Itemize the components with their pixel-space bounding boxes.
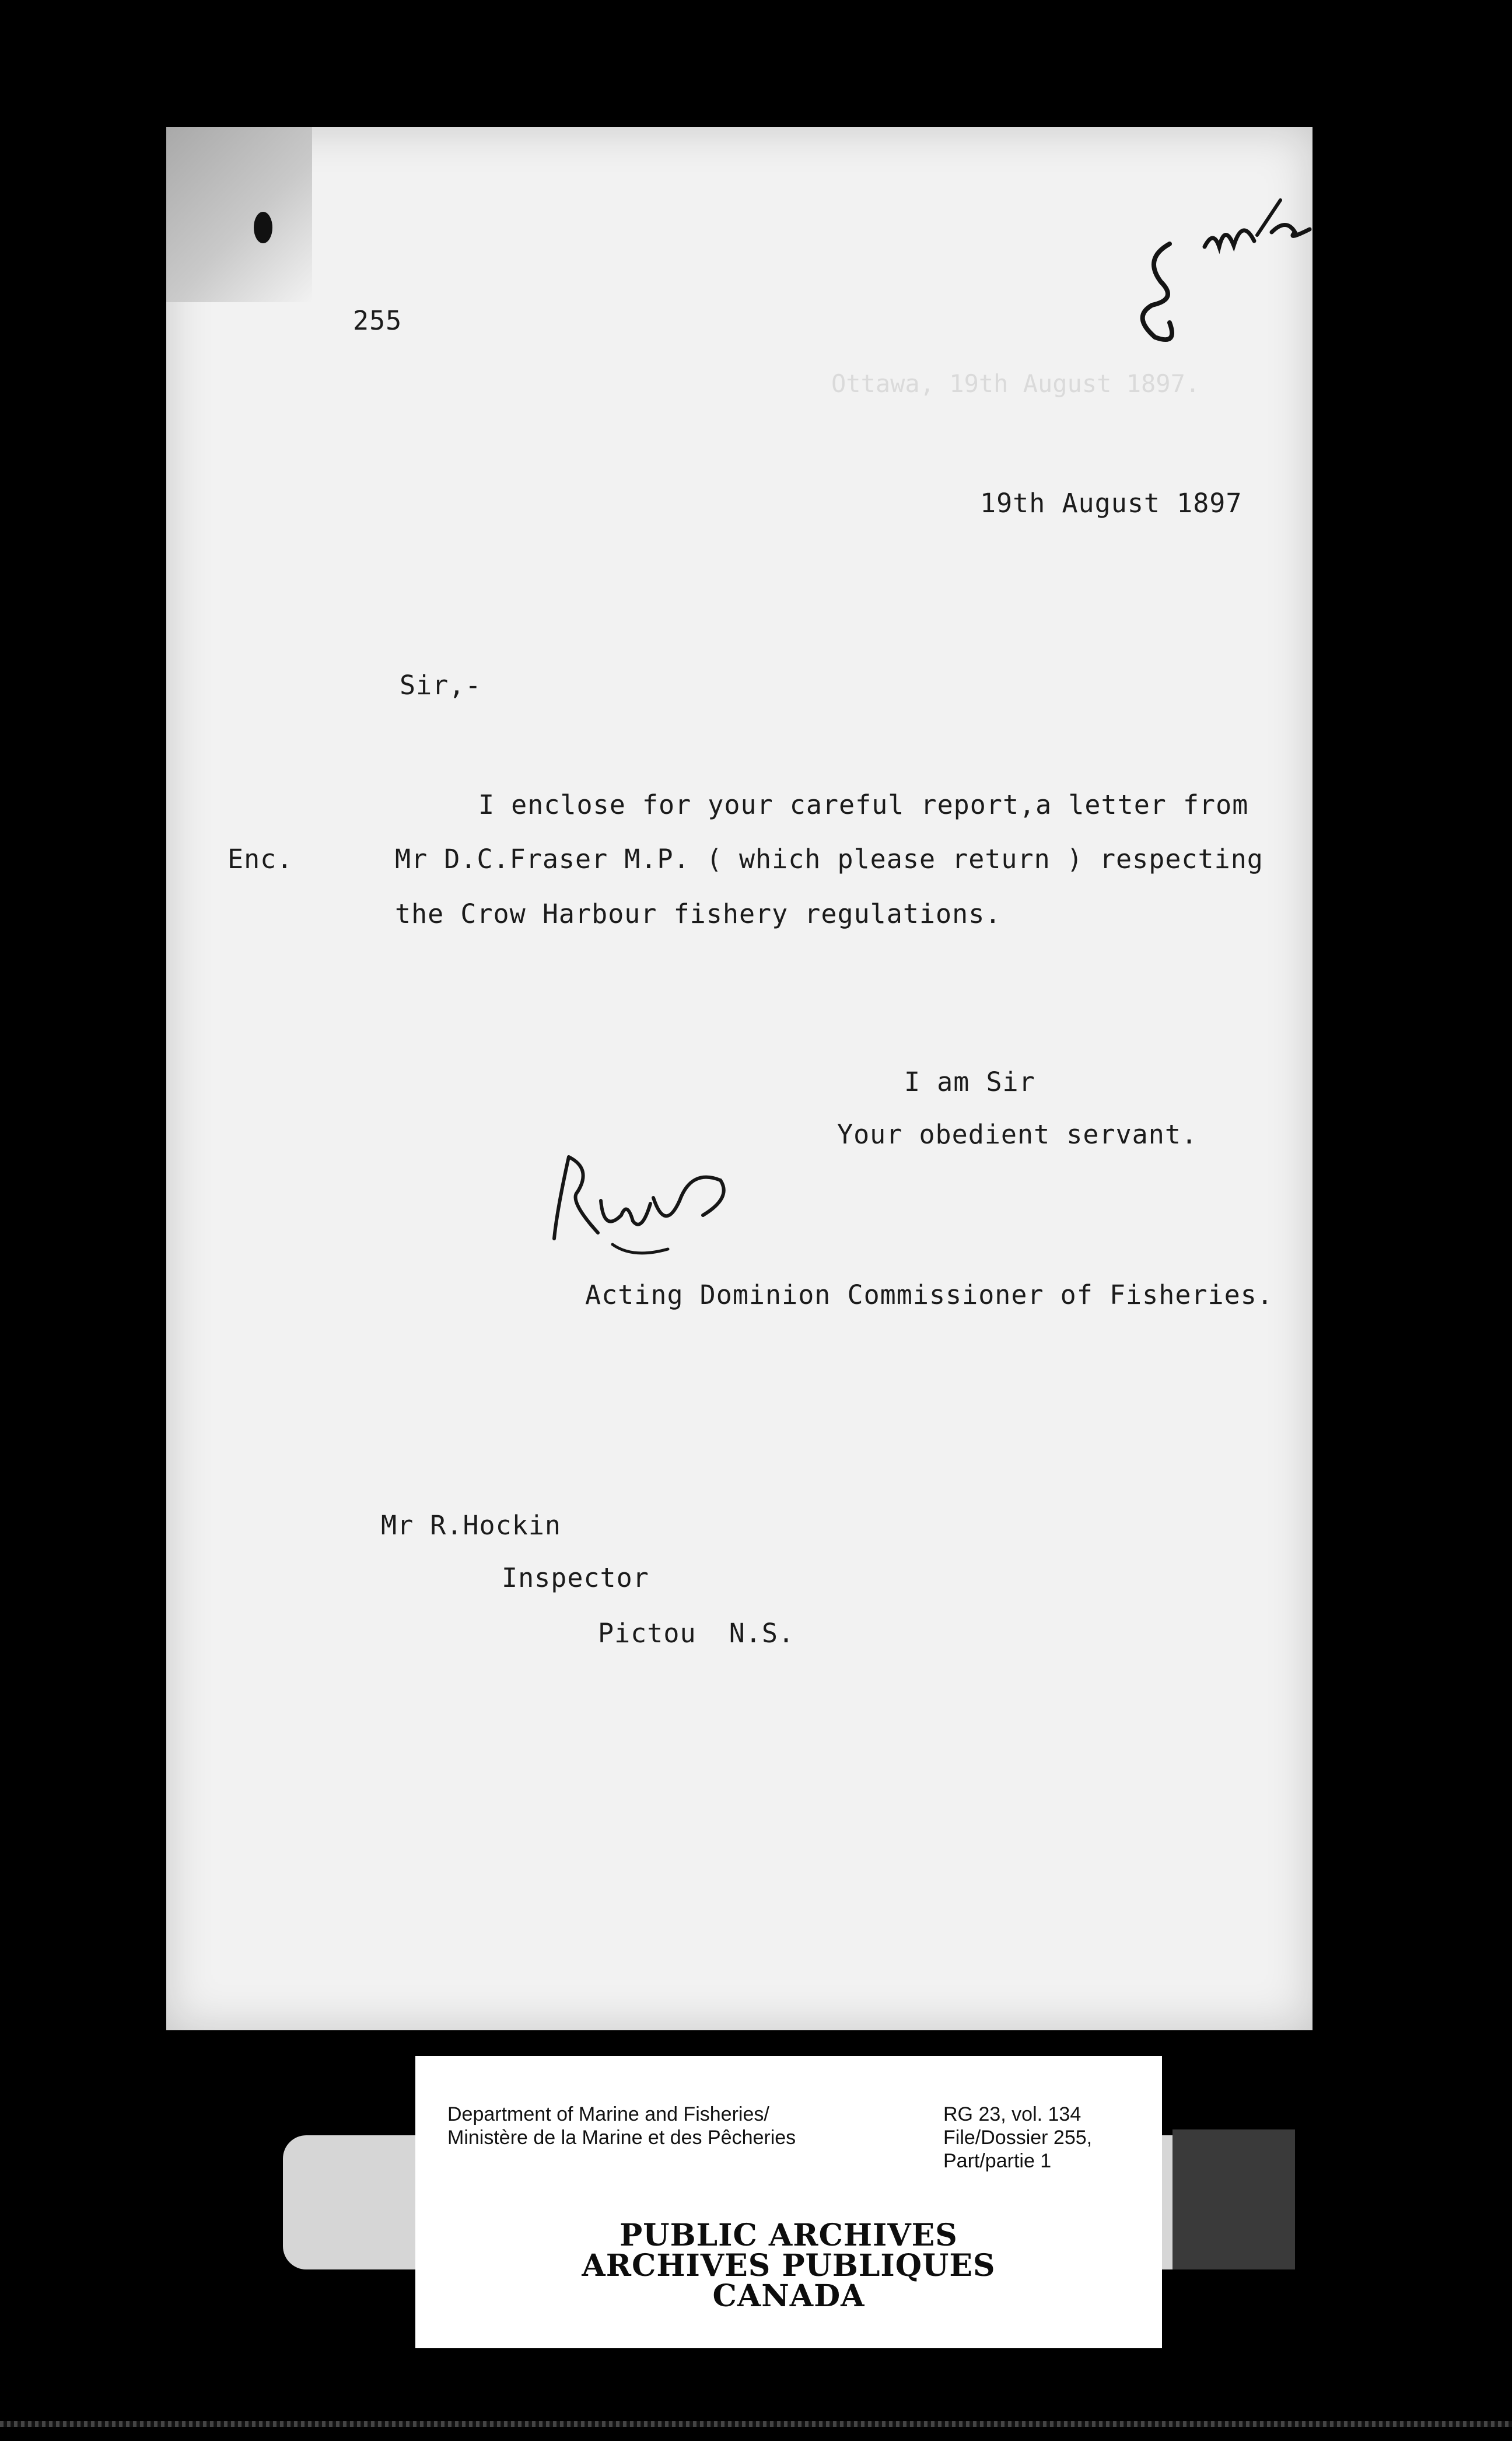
closing-line: Your obedient servant.: [837, 1119, 1198, 1150]
archive-reference-card: [415, 2056, 1162, 2348]
page-corner-smudge: [166, 127, 312, 302]
reference-line: Part/partie 1: [943, 2150, 1052, 2172]
stamp-line: ARCHIVES PUBLIQUES: [582, 2248, 996, 2283]
body-line: Mr D.C.Fraser M.P. ( which please return ) respecting: [395, 844, 1264, 875]
addressee-line: Pictou N.S.: [598, 1618, 795, 1649]
letter-page: [166, 127, 1312, 2030]
closing-line: I am Sir: [904, 1066, 1035, 1097]
addressee-line: Mr R.Hockin: [381, 1510, 562, 1541]
signatory-title: Acting Dominion Commissioner of Fisheries.: [585, 1279, 1273, 1310]
handwritten-mark-m2: [1199, 177, 1315, 276]
department-line: Ministère de la Marine et des Pêcheries: [447, 2127, 796, 2149]
file-number: 255: [353, 305, 402, 336]
stamp-line: PUBLIC ARCHIVES: [620, 2218, 958, 2253]
salutation: Sir,-: [400, 670, 482, 701]
reference-line: File/Dossier 255,: [943, 2127, 1093, 2149]
archive-clip-shadow: [1172, 2129, 1295, 2269]
handwritten-number-6: [1120, 235, 1202, 352]
handwritten-signature: [545, 1145, 755, 1268]
body-line: the Crow Harbour fishery regulations.: [395, 898, 1002, 929]
body-line: I enclose for your careful report,a letter from: [478, 789, 1249, 820]
letter-date: 19th August 1897: [980, 488, 1242, 519]
addressee-line: Inspector: [502, 1562, 649, 1593]
archive-card-top: [415, 2056, 1162, 2205]
film-edge-strip: [0, 2421, 1512, 2427]
margin-note-enclosure: Enc.: [228, 844, 293, 875]
stamp-line: CANADA: [712, 2278, 865, 2314]
public-archives-stamp: [415, 2218, 1162, 2314]
punch-hole: [254, 212, 272, 243]
department-line: Department of Marine and Fisheries/: [447, 2103, 769, 2125]
faint-offset-date: Ottawa, 19th August 1897.: [831, 369, 1200, 398]
reference-line: RG 23, vol. 134: [943, 2103, 1082, 2125]
